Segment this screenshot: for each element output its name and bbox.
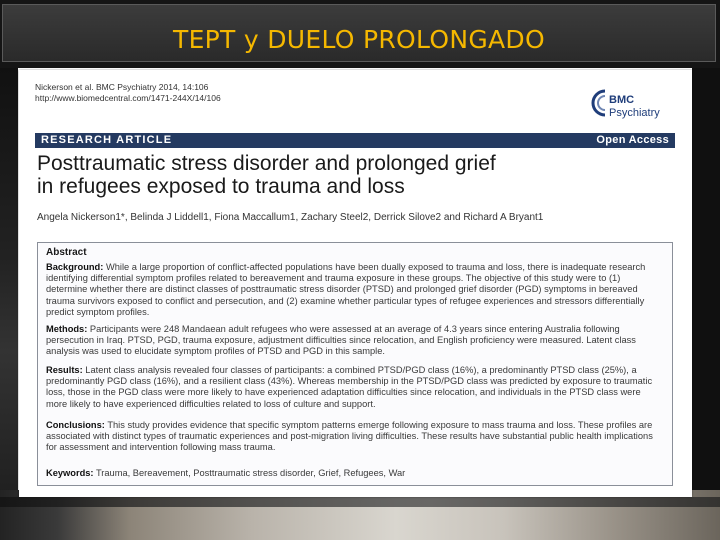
abstract-methods <box>46 324 664 358</box>
slide-title: TEPT y DUELO PROLONGADO <box>173 25 545 54</box>
section-text: Latent class analysis revealed four classes of participants: a combined PTSD/PGD class (16%), a predominantly PTSD class (25%), a predominantly PGD class (16%), and a resilient class (43%). Whereas membership in the PTSD/PGD class was predicted by exposure to traumatic loss, those in the PGD class were more likely to have experienced adaptation difficulties since relocation, and individuals in the PTSD class were more likely to have experienced difficulties related to loss of culture and support. <box>46 365 653 409</box>
author-list: Angela Nickerson1*, Belinda J Liddell1, Fiona Maccallum1, Zachary Steel2, Derrick Silove2 and Richard A Bryant1 <box>37 212 544 223</box>
abstract-heading: Abstract <box>46 247 87 258</box>
title-frame <box>2 4 716 62</box>
section-text: This study provides evidence that specific symptom patterns emerge following exposure to mass trauma and loss. These profiles are associated with distinct types of traumatic experiences and post-migration living difficulties. These results have substantial public health implications for assessment and intervention following mass trauma. <box>46 420 653 453</box>
abstract-conclusions <box>46 420 664 454</box>
background-photo-right <box>692 68 720 540</box>
logo-line2: Psychiatry <box>609 107 660 119</box>
section-label: Conclusions: <box>46 420 105 430</box>
section-text: While a large proportion of conflict-affected populations have been dually exposed to trauma and loss, there is inadequate research identifying differential symptom profiles related to bereavement and trauma exposure in these groups. The objective of this study were to (1) determine whether there are distinct classes of posttraumatic stress disorder (PTSD) and prolonged grief disorder (PGD) symptoms in bereaved trauma survivors exposed to conflict and persecution, and (2) examine whether particular types of refugee experiences and stressors differentially predict symptom profiles. <box>46 262 646 317</box>
paper-screenshot <box>19 70 692 497</box>
background-photo-left <box>0 68 18 540</box>
article-banner <box>35 133 675 148</box>
abstract-background <box>46 262 664 318</box>
article-title <box>37 152 677 198</box>
section-label: Results: <box>46 365 83 375</box>
open-access-label: Open Access <box>596 134 669 146</box>
bmc-psychiatry-logo <box>591 86 681 122</box>
section-text: Trauma, Bereavement, Posttraumatic stress disorder, Grief, Refugees, War <box>95 468 406 478</box>
background-photo-shadow <box>0 497 720 507</box>
journal-citation: Nickerson et al. BMC Psychiatry 2014, 14:106 <box>35 82 209 92</box>
research-article-label: RESEARCH ARTICLE <box>41 134 173 146</box>
section-label: Background: <box>46 262 104 272</box>
abstract-results <box>46 365 664 410</box>
bmc-arc-icon <box>591 88 609 118</box>
journal-url: http://www.biomedcentral.com/1471-244X/14/106 <box>35 93 221 103</box>
section-text: Participants were 248 Mandaean adult refugees who were assessed at an average of 4.3 years since entering Australia following persecution in Iraq. PTSD, PGD, trauma exposure, adjustment difficulties since relocation, and English proficiency were measured. Latent class analysis was used to elucidate symptom profiles of PTSD and PGD in this sample. <box>46 324 636 357</box>
logo-line1: BMC <box>609 94 635 106</box>
article-title-line2: in refugees exposed to trauma and loss <box>37 175 405 198</box>
section-label: Keywords: <box>46 468 94 478</box>
abstract-box <box>37 242 673 486</box>
slide-title-bar <box>0 0 720 68</box>
abstract-keywords <box>46 468 664 479</box>
section-label: Methods: <box>46 324 88 334</box>
article-title-line1: Posttraumatic stress disorder and prolonged grief <box>37 152 496 175</box>
